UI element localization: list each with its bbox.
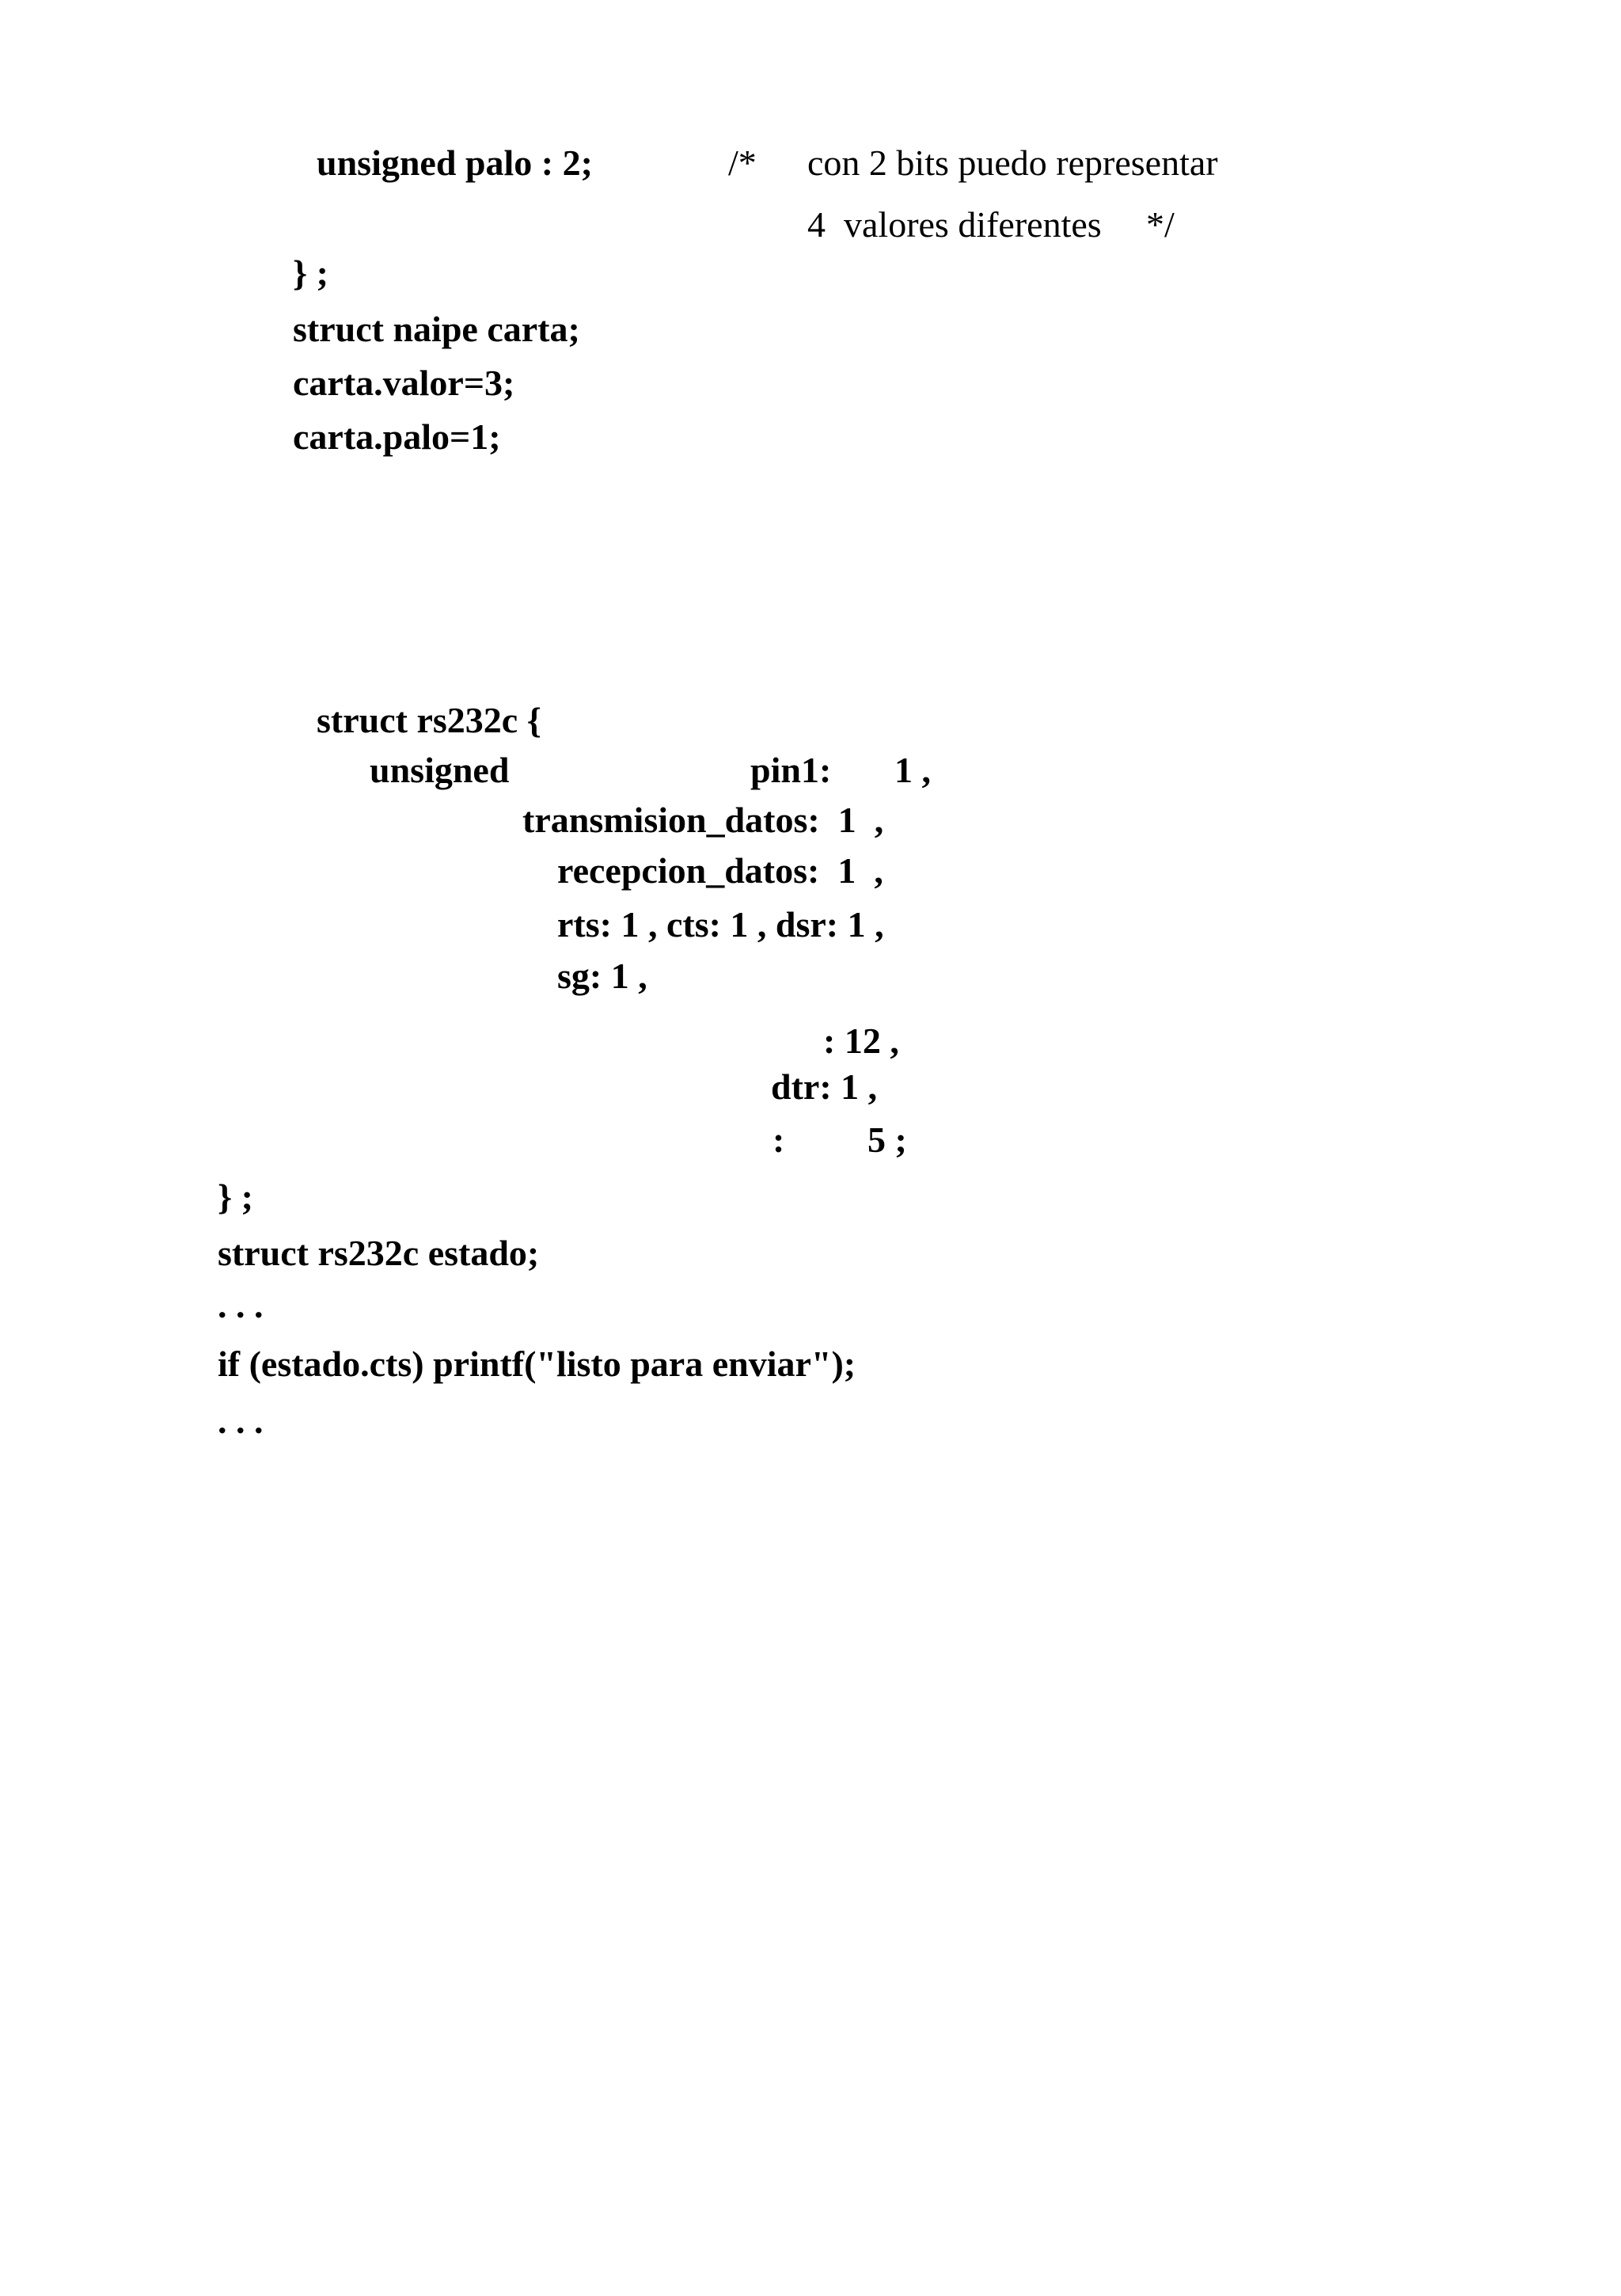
- code-line-ellipsis-1: . . .: [218, 1285, 264, 1325]
- code-line-carta-palo: carta.palo=1;: [293, 416, 501, 457]
- code-field-unnamed-5-value: 5 ;: [867, 1119, 907, 1160]
- code-line-close-brace-1: } ;: [293, 253, 328, 293]
- code-field-unnamed-12: : 12 ,: [823, 1021, 899, 1061]
- code-line-ellipsis-2: . . .: [218, 1401, 264, 1441]
- code-field-pin1: pin1:: [750, 750, 832, 790]
- code-field-unnamed-5-colon: :: [773, 1119, 785, 1160]
- code-field-recepcion-datos: recepcion_datos: 1 ,: [557, 850, 883, 891]
- comment-open: /*: [728, 143, 757, 183]
- code-field-sg: sg: 1 ,: [557, 956, 647, 996]
- code-line-carta-valor: carta.valor=3;: [293, 363, 515, 403]
- code-line-struct-rs232c: struct rs232c {: [317, 700, 541, 740]
- code-keyword-unsigned: unsigned: [370, 750, 510, 790]
- code-line-if-statement: if (estado.cts) printf("listo para enviar");: [218, 1344, 856, 1384]
- code-line-struct-naipe: struct naipe carta;: [293, 309, 580, 349]
- comment-line-2: 4 valores diferentes: [807, 204, 1102, 245]
- code-field-transmision-datos: transmision_datos: 1 ,: [522, 800, 884, 840]
- comment-close: */: [1146, 204, 1175, 245]
- code-field-pin1-value: 1 ,: [894, 750, 931, 790]
- code-field-dtr: dtr: 1 ,: [771, 1066, 878, 1107]
- code-line-unsigned-palo: unsigned palo : 2;: [317, 143, 593, 183]
- code-line-close-brace-2: } ;: [218, 1177, 253, 1217]
- comment-line-1: con 2 bits puedo representar: [807, 143, 1218, 183]
- code-field-rts-cts-dsr: rts: 1 , cts: 1 , dsr: 1 ,: [557, 904, 884, 945]
- code-line-struct-rs232c-estado: struct rs232c estado;: [218, 1233, 540, 1273]
